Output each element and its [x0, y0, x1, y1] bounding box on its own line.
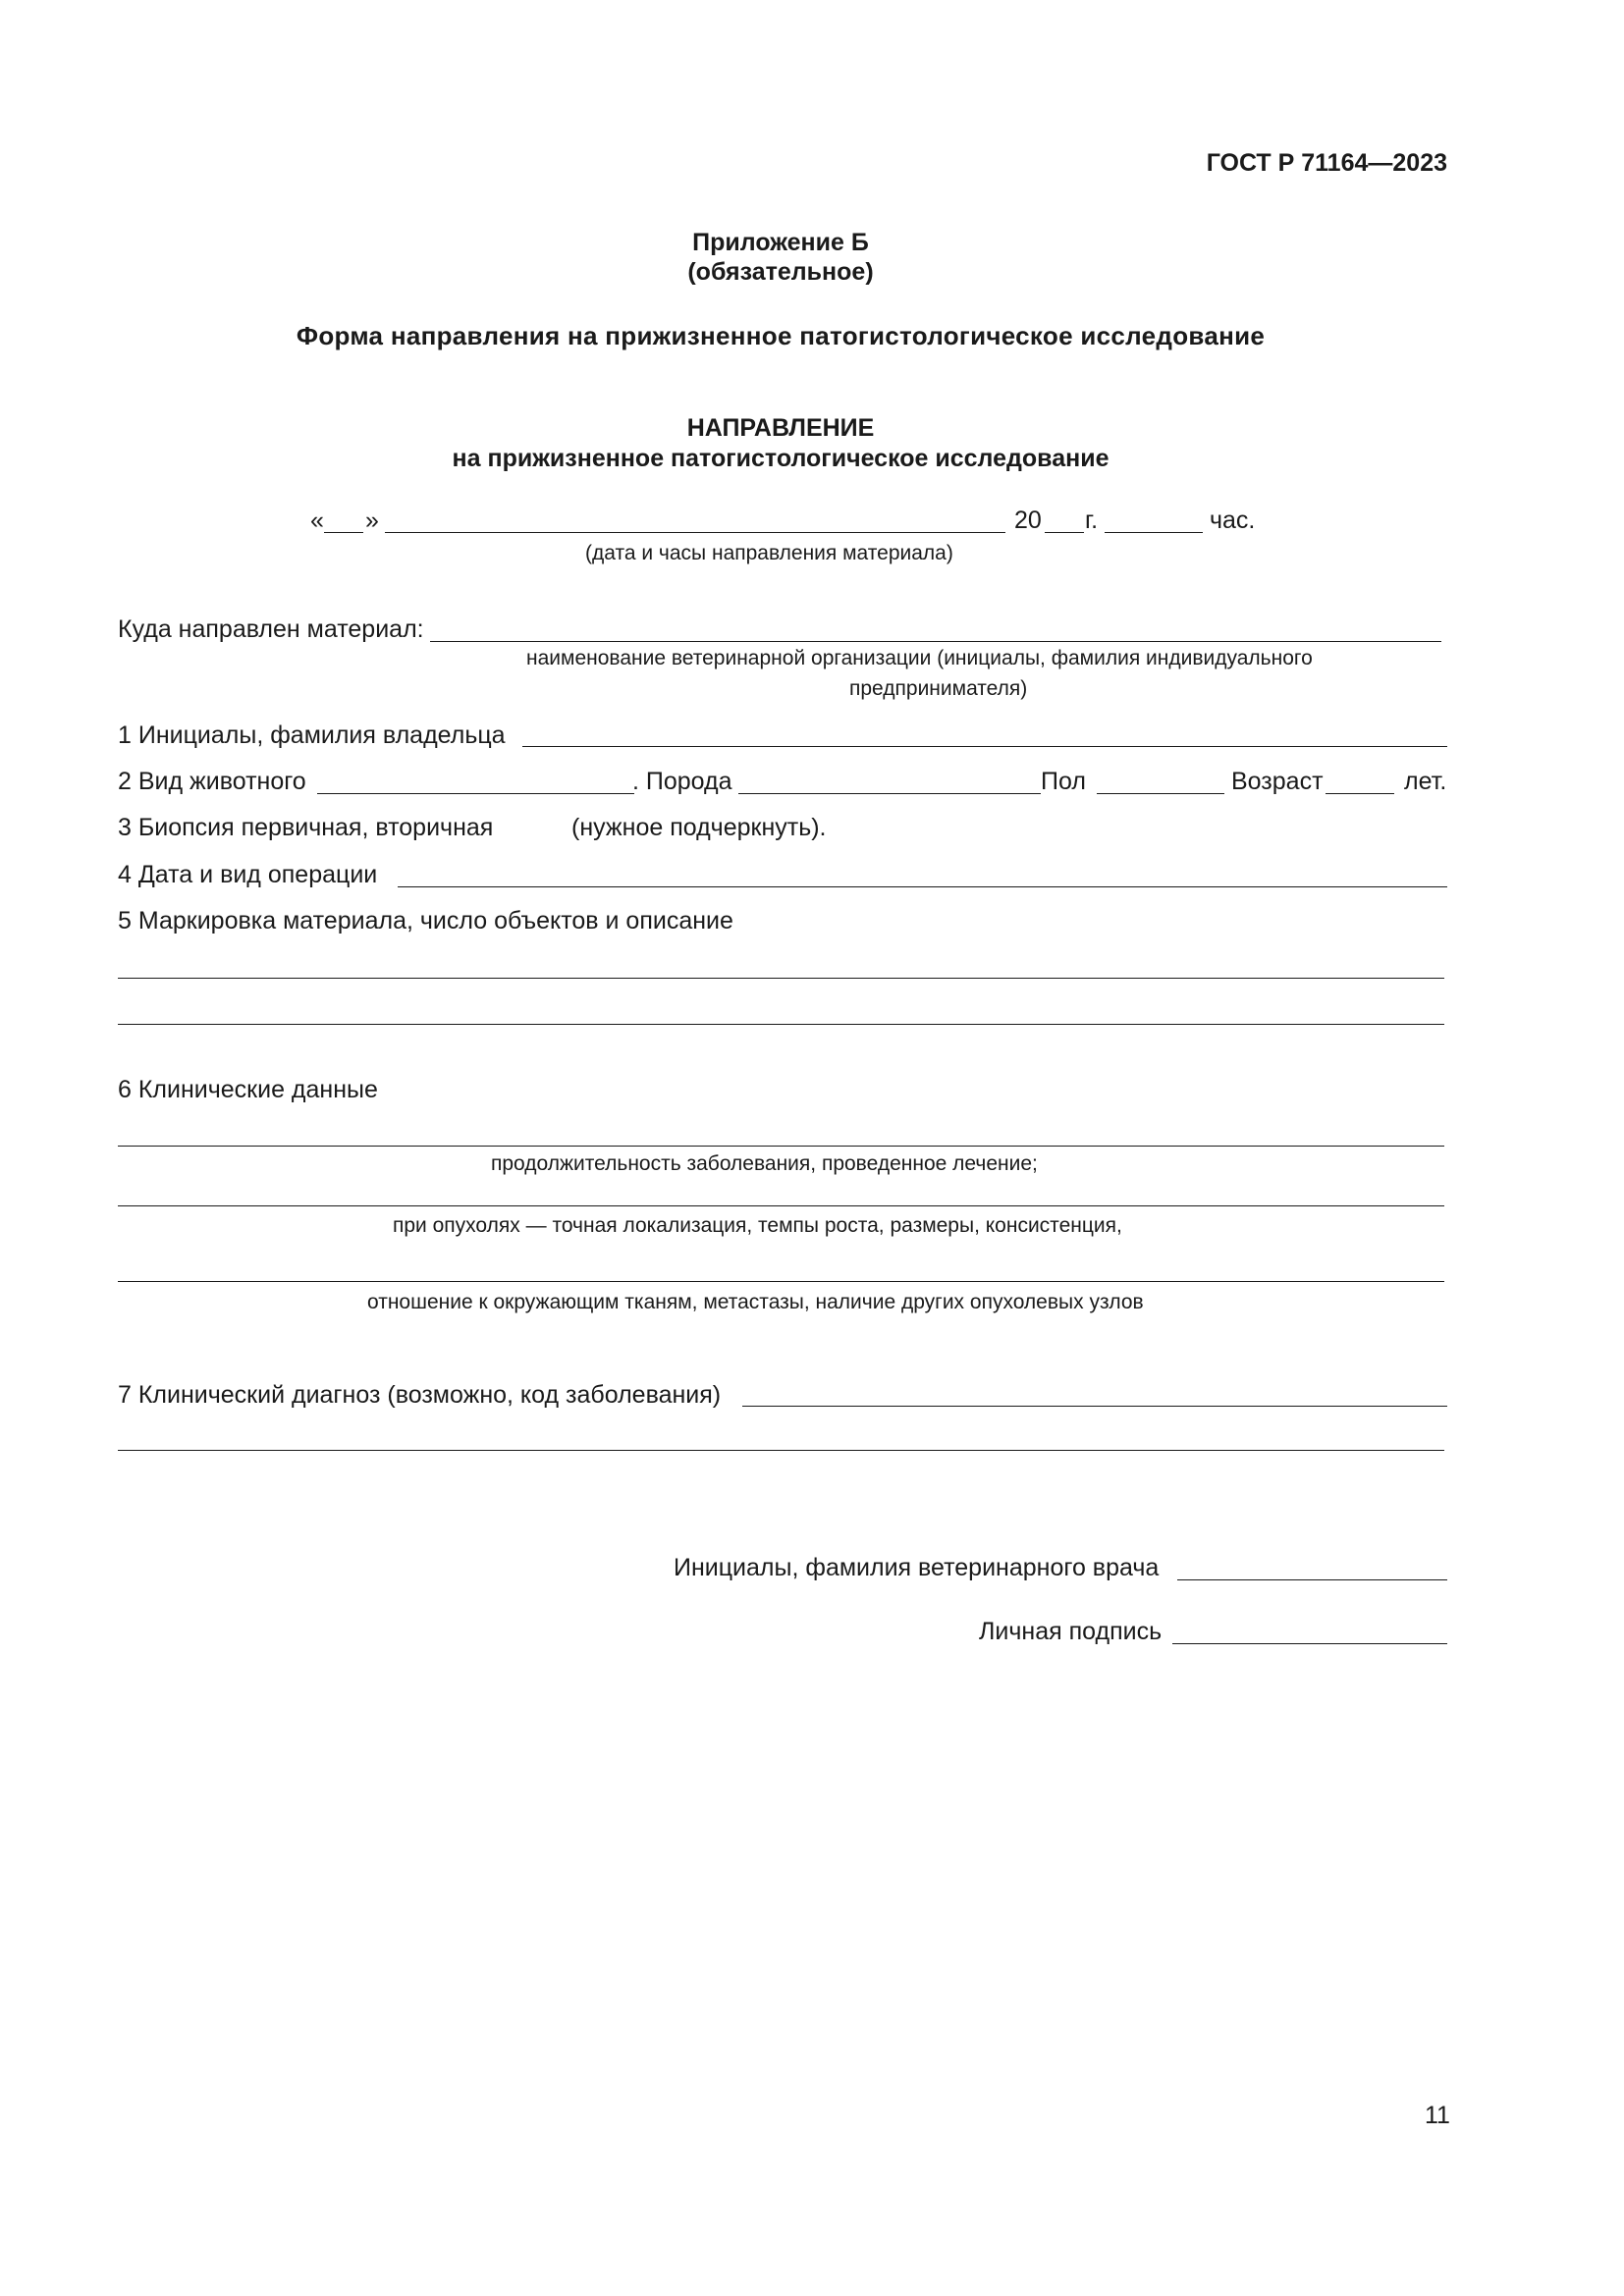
destination-hint-2: предпринимателя): [849, 677, 1028, 700]
breed-blank[interactable]: [738, 793, 1041, 794]
day-blank[interactable]: [324, 532, 363, 533]
vet-name-label: Инициалы, фамилия ветеринарного врача: [674, 1554, 1160, 1581]
appendix-title: Приложение Б: [692, 229, 869, 256]
hours-label: час.: [1210, 507, 1256, 534]
operation-blank[interactable]: [398, 886, 1447, 887]
diagnosis-label: 7 Клинический диагноз (возможно, код заболевания): [118, 1381, 722, 1409]
biopsy-hint: (нужное подчеркнуть).: [571, 814, 827, 841]
vet-name-blank[interactable]: [1177, 1579, 1447, 1580]
form-title: Форма направления на прижизненное патогистологическое исследование: [296, 321, 1266, 350]
clinical-label: 6 Клинические данные: [118, 1076, 378, 1103]
age-unit: лет.: [1404, 768, 1447, 795]
marking-blank-1[interactable]: [118, 978, 1444, 979]
diagnosis-blank-2[interactable]: [118, 1450, 1444, 1451]
hours-blank[interactable]: [1105, 532, 1203, 533]
clinical-hint-2: при опухолях — точная локализация, темпы роста, размеры, консистенция,: [393, 1214, 1122, 1237]
age-label: Возраст: [1231, 768, 1324, 795]
breed-label: . Порода: [632, 768, 732, 795]
month-blank[interactable]: [385, 532, 1005, 533]
direction-title: НАПРАВЛЕНИЕ: [686, 414, 875, 442]
clinical-hint-1: продолжительность заболевания, проведенное лечение;: [491, 1152, 1038, 1175]
sex-blank[interactable]: [1097, 793, 1224, 794]
clinical-blank-3[interactable]: [118, 1281, 1444, 1282]
marking-label: 5 Маркировка материала, число объектов и описание: [118, 907, 733, 934]
destination-blank[interactable]: [430, 641, 1441, 642]
year-blank[interactable]: [1045, 532, 1084, 533]
standard-code: ГОСТ Р 71164—2023: [1206, 149, 1447, 177]
biopsy-label: 3 Биопсия первичная, вторичная: [118, 814, 494, 841]
sex-label: Пол: [1041, 768, 1086, 795]
diagnosis-blank-1[interactable]: [742, 1406, 1447, 1407]
species-label: 2 Вид животного: [118, 768, 306, 795]
appendix-status: (обязательное): [687, 258, 874, 286]
page-number: 11: [1425, 2102, 1450, 2129]
date-close-quote: »: [365, 507, 379, 534]
clinical-hint-3: отношение к окружающим тканям, метастазы, наличие других опухолевых узлов: [367, 1291, 1144, 1313]
owner-blank[interactable]: [522, 746, 1447, 747]
owner-label: 1 Инициалы, фамилия владельца: [118, 721, 506, 749]
signature-label: Личная подпись: [979, 1618, 1163, 1645]
operation-label: 4 Дата и вид операции: [118, 861, 378, 888]
direction-subtitle: на прижизненное патогистологическое исследование: [452, 445, 1110, 472]
marking-blank-2[interactable]: [118, 1024, 1444, 1025]
year-suffix: г.: [1085, 507, 1099, 534]
species-blank[interactable]: [317, 793, 634, 794]
clinical-blank-1[interactable]: [118, 1146, 1444, 1147]
clinical-blank-2[interactable]: [118, 1205, 1444, 1206]
year-prefix: 20: [1014, 507, 1042, 534]
age-blank[interactable]: [1326, 793, 1394, 794]
signature-blank[interactable]: [1172, 1643, 1447, 1644]
date-hint: (дата и часы направления материала): [585, 542, 953, 564]
destination-hint-1: наименование ветеринарной организации (инициалы, фамилия индивидуального: [526, 647, 1313, 669]
destination-label: Куда направлен материал:: [118, 615, 424, 643]
date-open-quote: «: [310, 507, 324, 534]
